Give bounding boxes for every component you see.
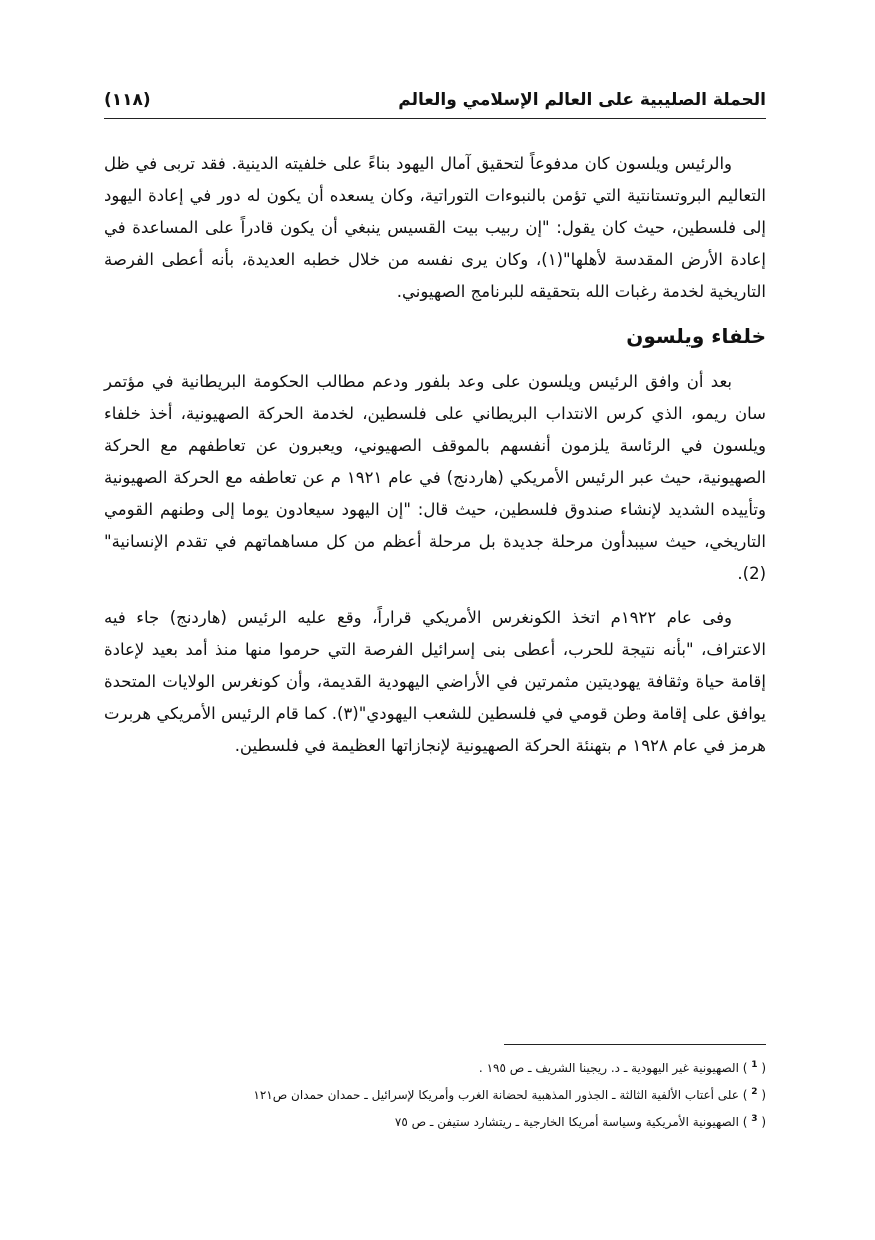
footnote-2: ( $^2$ ) على أعتاب الألفية الثالثة ـ الجذور المذهبية لحضانة الغرب وأمريكا لإسرائيل ـ حمدان حمدان ص١٢١ (253, 1087, 766, 1102)
footnote-text: على أعتاب الألفية الثالثة ـ الجذور المذهبية لحضانة الغرب وأمريكا لإسرائيل ـ حمدان حمدان ص١٢١ (253, 1088, 739, 1102)
footnote-divider (504, 1044, 766, 1045)
footnote-1: ( $^1$ ) الصهيونية غير اليهودية ـ د. ريجينا الشريف ـ ص ١٩٥ . (478, 1060, 766, 1075)
footnote-marker: 3 (751, 1114, 758, 1124)
main-text (104, 148, 766, 774)
footnotes (104, 1044, 766, 1134)
footnote-text: الصهيونية الأمريكية وسياسة أمريكا الخارجية ـ ريتشارد ستيفن ـ ص ٧٥ (394, 1115, 739, 1129)
footnote-marker: 1 (751, 1060, 758, 1070)
footnote-text: الصهيونية غير اليهودية ـ د. ريجينا الشريف ـ ص ١٩٥ . (478, 1061, 739, 1075)
footnote-3: ( $^3$ ) الصهيونية الأمريكية وسياسة أمريكا الخارجية ـ ريتشارد ستيفن ـ ص ٧٥ (394, 1114, 766, 1129)
page-header (104, 88, 766, 119)
section-heading: خلفاء ويلسون (626, 324, 766, 348)
running-title: الحملة الصليبية على العالم الإسلامي والعالم (398, 90, 766, 110)
paragraph-3: وفى عام ١٩٢٢م اتخذ الكونغرس الأمريكي قراراً، وقع عليه الرئيس (هاردنج) جاء فيه الاعتراف، "بأنه نتيجة للحرب، أعطى بنى إسرائيل الفرصة التي حرموا منها منذ أمد بعيد لإعادة إقامة حياة وثقافة يهوديتين مثمرتين في الأراضي اليهودية القديمة، وأن كونغرس الولايات المتحدة يوافق على إقامة وطن قومي في فلسطين للشعب اليهودي"(٣). كما قام الرئيس الأمريكي هربرت هرمز في عام ١٩٢٨ م بتهنئة الحركة الصهيونية لإنجازاتها العظيمة في فلسطين. (104, 608, 766, 755)
paragraph-2: بعد أن وافق الرئيس ويلسون على وعد بلفور ودعم مطالب الحكومة البريطانية في مؤتمر سان ريمو، الذي كرس الانتداب البريطاني على فلسطين، لخدمة الحركة الصهيونية، أخذ خلفاء ويلسون في الرئاسة يلزمون أنفسهم بالموقف الصهيوني، ويعبرون عن تعاطفهم مع الحركة الصهيونية، حيث عبر الرئيس الأمريكي (هاردنج) في عام ١٩٢١ م عن تعاطفه مع الحركة الصهيونية وتأييده الشديد لإنشاء صندوق فلسطين، حيث قال: "إن اليهود سيعادون يوما إلى وطنهم القومي التاريخي، حيث سيبدأون مرحلة جديدة بل مرحلة أعظم من كل مساهماتهم في تقدم الإنسانية"(2). (104, 372, 766, 583)
paragraph-1: والرئيس ويلسون كان مدفوعاً لتحقيق آمال اليهود بناءً على خلفيته الدينية. فقد تربى في ظل التعاليم البروتستانتية التي تؤمن بالنبوءات التوراتية، وكان يسعده أن يكون له دور في إعادة اليهود إلى فلسطين، حيث كان يقول: "إن ربيب بيت القسيس ينبغي أن يكون قادراً على المساعدة في إعادة الأرض المقدسة لأهلها"(١)، وكان يرى نفسه من خلال خطبه العديدة، بأنه أعطى الفرصة التاريخية لخدمة رغبات الله بتحقيقه للبرنامج الصهيوني. (104, 154, 766, 301)
page-number: (١١٨) (104, 90, 151, 110)
footnote-marker: 2 (751, 1087, 758, 1097)
